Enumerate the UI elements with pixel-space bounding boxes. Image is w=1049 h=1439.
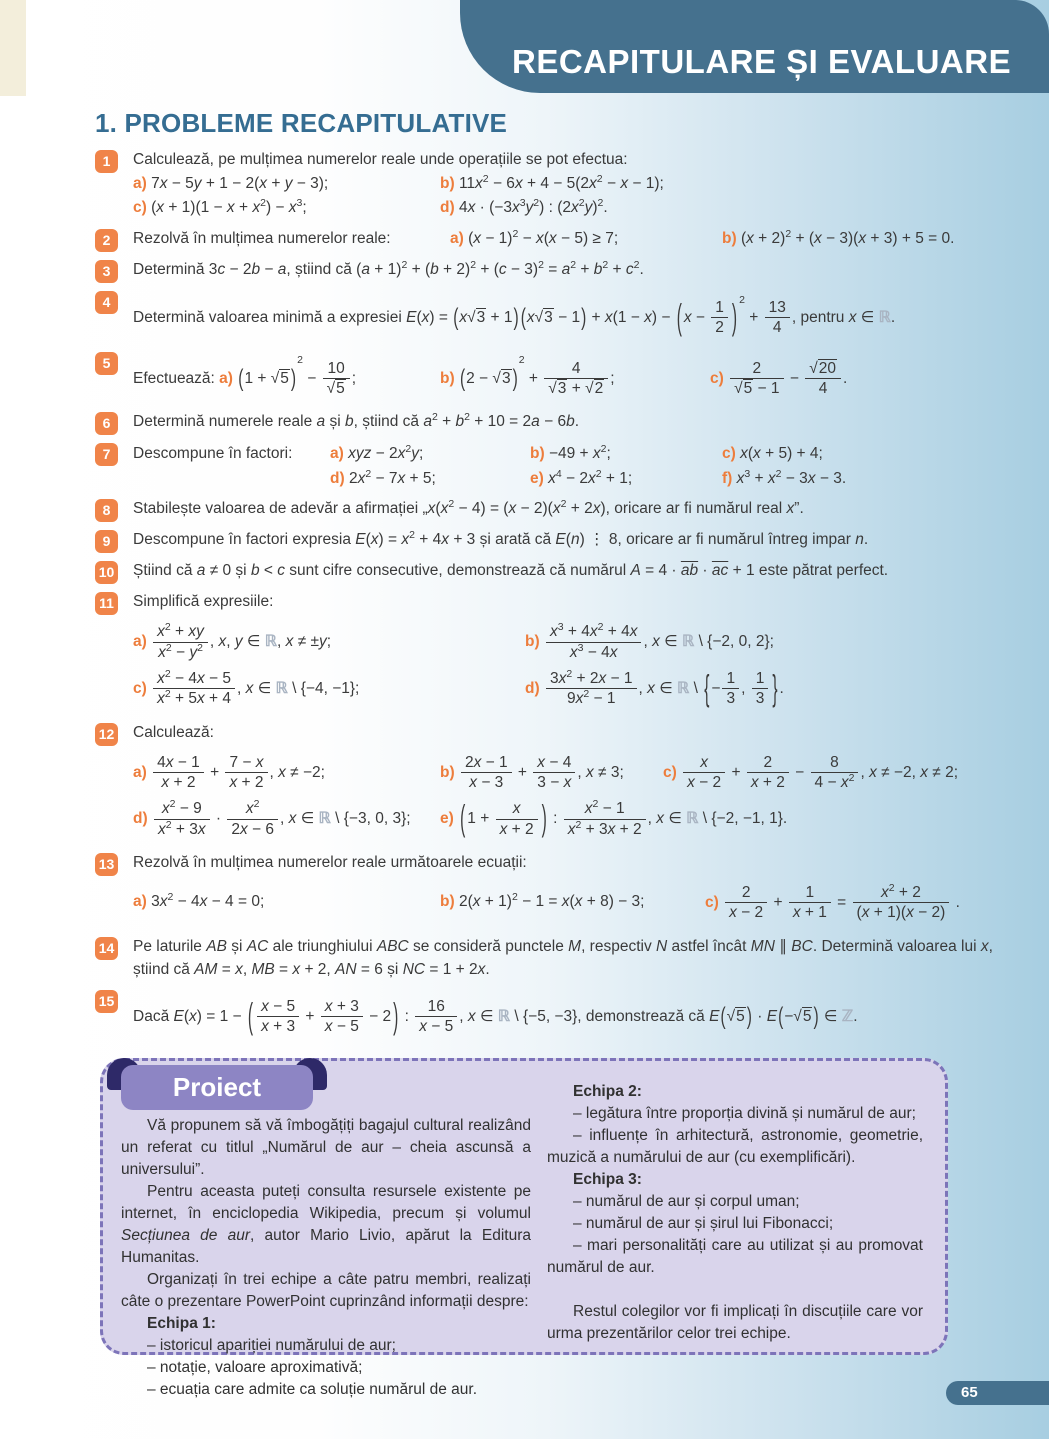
problem-content: Determină 3c − 2b − a, știind că $(a + 1)^2 + (b + 2)^2 + (c - 3)^2 = a^2 + b^2 + c^2$. — [133, 258, 644, 278]
problem-row — [95, 442, 995, 491]
problem-content: Pe laturile AB și AC ale triunghiului ABC se consideră punctele M, respectiv N astfel încât MN ∥ BC. Determină valoarea lui x, știind că AM = x, MB = x + 2, AN = 6 și NC = 1 + 2x. — [133, 937, 993, 978]
cream-edge-strip — [0, 0, 26, 96]
problem-content: Efectuează: a) (1 + √5 )$^2$ − $\frac{10}{√5}$ ; b) (2 − √3 )$^2$ + $\frac{4}{√3 + √2}$ ; c) $\frac{2}{√5 - 1}$ − $\frac{√20}{4}$ . — [133, 354, 848, 398]
problem-row — [95, 290, 995, 344]
problem-row — [95, 722, 995, 845]
problem-content: Știind că a ≠ 0 și b < c sunt cifre consecutive, demonstrează că numărul $A = 4 \cdot \overline{ab} \cdot \overline{ac} + 1$ este pătrat perfect. — [133, 562, 889, 580]
problem-row — [95, 529, 995, 553]
problem-number-badge: 7 — [95, 443, 118, 466]
banner-title: RECAPITULARE ȘI EVALUARE — [512, 43, 1012, 80]
problem-row — [95, 989, 995, 1043]
problem-number-badge: 8 — [95, 499, 118, 522]
problem-content: Determină numerele reale a și b, știind că $a^2 + b^2 + 10 = 2a - 6b$. — [133, 411, 580, 431]
problem-row — [95, 852, 995, 929]
project-box — [100, 1058, 948, 1398]
problem-row — [95, 560, 995, 584]
problem-number-badge: 4 — [95, 291, 118, 314]
problem-content: Stabilește valoarea de adevăr a afirmației $„x(x^2 - 4) = (x - 2)(x^2 + 2x)$, oricare ar fi numărul real x”. — [133, 498, 804, 518]
problem-row — [95, 351, 995, 405]
problem-number-badge: 3 — [95, 260, 118, 283]
problem-number-badge: 12 — [95, 723, 118, 746]
problem-number-badge: 15 — [95, 990, 118, 1013]
problem-number-badge: 10 — [95, 561, 118, 584]
problem-row — [95, 411, 995, 435]
problem-number-badge: 11 — [95, 592, 118, 615]
problem-number-badge: 6 — [95, 412, 118, 435]
problem-content: Rezolvă în mulțimea numerelor reale: a) $(x - 1)^2 - x(x - 5) \ge 7$; b) $(x + 2)^2 + (x - 3)(x + 3) + 5 = 0$. — [133, 227, 955, 247]
problem-row — [95, 498, 995, 522]
problem-number-badge: 13 — [95, 853, 118, 876]
problem-row — [95, 228, 995, 252]
problem-content: Simplifică expresiile: a) $\frac{x^2 + xy}{x^2 - y^2}$ , x, y ∈ ℝ, x ≠ ±y; b) $\frac{x^3 + 4x^2 + 4x}{x^3 - 4x}$ , x ∈ ℝ \ {−2, 0, 2}; c) $\frac{x^2 - 4x - 5}{x^2 + 5x + 4}$ , x ∈ ℝ \ {−4, −1}; d) $\frac{3x^2 + 2x - 1}{9x^2 - 1}$ , x ∈ ℝ \ { − $\frac{1}{3}$ , $\frac{1}{3}$ } . — [133, 593, 784, 710]
problem-number-badge: 9 — [95, 530, 118, 553]
problem-row — [95, 936, 995, 982]
problem-content: Dacă E(x) = 1 − ( $\frac{x - 5}{x + 3}$ + $\frac{x + 3}{x - 5}$ − 2 ) : $\frac{16}{x - 5}$ , x ∈ ℝ \ {−5, −3}, demonstrează că E(√5 ) · E(−√5 ) ∈ ℤ. — [133, 996, 858, 1037]
problem-row — [95, 591, 995, 714]
problem-row — [95, 259, 995, 283]
project-tab — [121, 1065, 313, 1110]
problem-number-badge: 5 — [95, 352, 118, 375]
problem-content: Descompune în factori expresia $E(x) = x^2 + 4x + 3$ și arată că E(n) ⋮ 8, oricare ar fi numărul întreg impar n. — [133, 529, 869, 549]
problem-content: Rezolvă în mulțimea numerelor reale următoarele ecuații: a) $3x^2 - 4x - 4 = 0$; b) $2(x + 1)^2 - 1 = x(x + 8) - 3$; c) $\frac{2}{x - 2}$ + $\frac{1}{x + 1}$ = $\frac{x^2 + 2}{(x + 1)(x - 2)}$ . — [133, 854, 960, 922]
problem-content: Descompune în factori: a) xyz − $2x^2y$; $b) -49 + x^2$; c) x(x + 5) + 4; d) $2x^2 - 7x + 5$; e) $x^4 - 2x^2 + 1$; f) $x^3 + x^2 - 3x - 3$. — [133, 443, 847, 487]
project-left-column: Vă propunem să vă îmbogățiți bagajul cultural realizând un referat cu titlul „Numărul de aur – cheia ascunsă a universului”. Pentru aceasta puteți consulta resursele existente pe internet, în enciclopedia Wikipedia, precum și volumul Secțiunea de aur, autor Mario Livio, apărut la Editura Humanitas. Organizați în trei echipe a câte patru membri, realizați câte o prezentare PowerPoint cuprinzând informații despre: Echipa 1: – istoricul apariției numărului de aur; – notație, valoare aproximativă; – ecuația care admite ca soluție numărul de aur. — [121, 1117, 531, 1398]
problems-list — [95, 149, 995, 1049]
project-tab-label: Proiect — [121, 1065, 313, 1110]
top-banner — [460, 0, 1049, 93]
problem-content: Calculează: a) $\frac{4x - 1}{x + 2}$ + $\frac{7 - x}{x + 2}$ , x ≠ −2; b) $\frac{2x - 1}{x - 3}$ + $\frac{x - 4}{3 - x}$ , x ≠ 3; c) $\frac{x}{x - 2}$ + $\frac{2}{x + 2}$ − $\frac{8}{4 - x^2}$ , x ≠ −2, x ≠ 2; d) $\frac{x^2 - 9}{x^2 + 3x}$ · $\frac{x^2}{2x - 6}$ , x ∈ ℝ \ {−3, 0, 3}; e) ( 1 + $\frac{x}{x + 2}$ ) : $\frac{x^2 - 1}{x^2 + 3x + 2}$ , x ∈ ℝ \ {−2, −1, 1}. — [133, 723, 959, 840]
problem-content: Calculează, pe mulțimea numerelor reale unde operațiile se pot efectua: a) 7x − 5y + 1 − 2(x + y − 3); b) $11x^2 - 6x + 4 - 5(2x^2 - x - 1)$; c) $(x + 1)(1 - x + x^2) - x^3$; d) $4x \cdot (-3x^3y^2)$ : $(2x^2y)^2$. — [133, 151, 664, 217]
problem-number-badge: 14 — [95, 937, 118, 960]
section-title: 1. PROBLEME RECAPITULATIVE — [95, 108, 508, 138]
problem-number-badge: 2 — [95, 229, 118, 252]
page-number: 65 — [961, 1384, 978, 1401]
page-number-badge — [946, 1381, 1049, 1405]
problem-number-badge: 1 — [95, 150, 118, 173]
problem-row — [95, 149, 995, 221]
project-right-column: Echipa 2: – legătura între proporția divină și numărul de aur; – influențe în arhitectură, astronomie, geometrie, muzică a numărului de aur (cu exemplificări). Echipa 3: – numărul de aur și corpul uman; – numărul de aur și șirul lui Fibonacci; – mari personalități care au utilizat și au promovat numărul de aur. Restul colegilor vor fi implicați în discuțiile care vor urma prezentărilor celor trei echipe. — [547, 1083, 923, 1342]
problem-content: Determină valoarea minimă a expresiei E(x) = (x√3 + 1) (x√3 − 1) + x(1 − x) − ( x − $\frac{1}{2}$ ) $^2$ + $\frac{13}{4}$ , pentru x ∈ ℝ. — [133, 293, 896, 339]
